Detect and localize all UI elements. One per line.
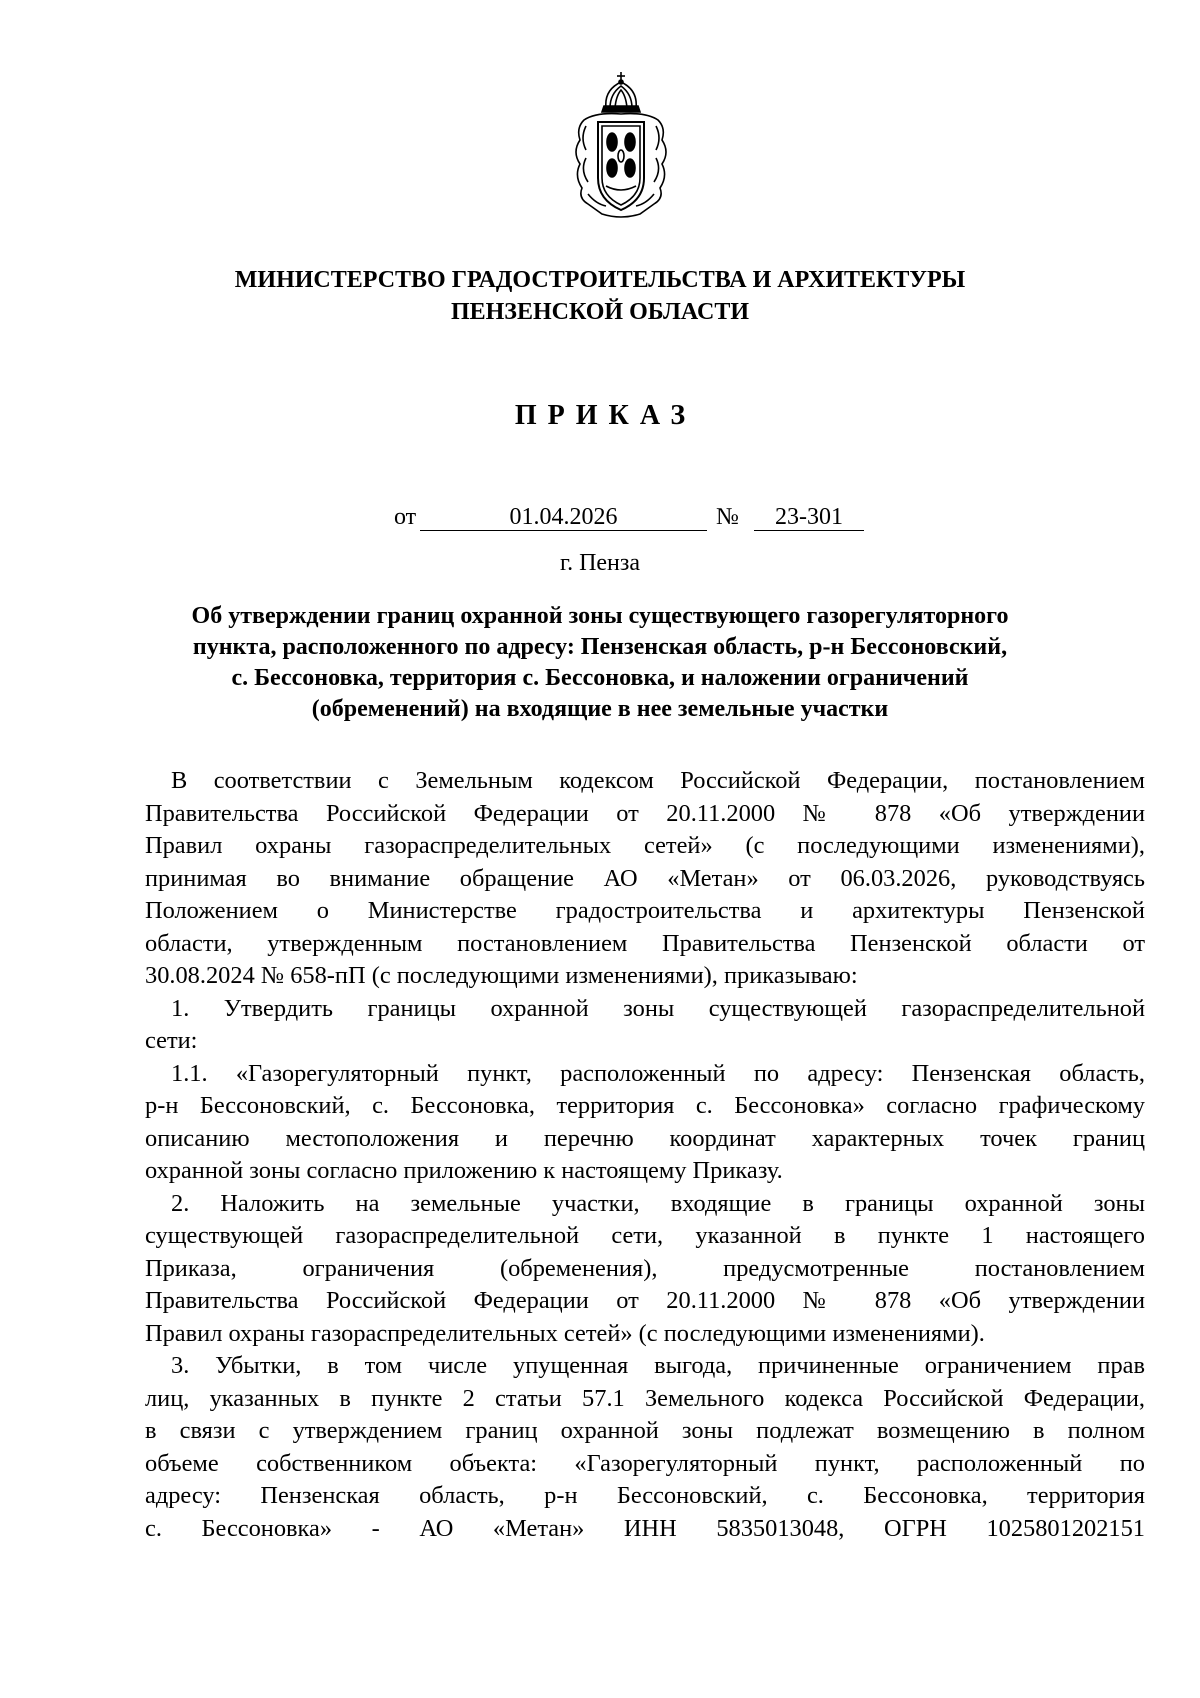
subject-line: с. Бессоновка, территория с. Бессоновка, и наложении ограничений: [231, 665, 969, 691]
text-line: 1. Утвердить границы охранной зоны существующей газораспределительной: [171, 994, 1145, 1022]
document-subject: [130, 601, 1070, 725]
subject-line: (обременений) на входящие в нее земельные участки: [311, 696, 889, 722]
number-sign-label: №: [716, 504, 739, 530]
coat-of-arms-emblem: [566, 68, 676, 222]
document-body: [145, 765, 1145, 1545]
text-line: принимая во внимание обращение АО «Метан» от 06.03.2026, руководствуясь: [145, 864, 1145, 892]
subject-line: пункта, расположенного по адресу: Пензенская область, р-н Бессоновский,: [192, 634, 1008, 660]
ministry-title: [0, 264, 1200, 328]
text-line: Правительства Российской Федерации от 20.11.2000 № 878 «Об утверждении: [145, 799, 1145, 827]
preamble-paragraph: [145, 765, 1145, 993]
text-line: 2. Наложить на земельные участки, входящие в границы охранной зоны: [171, 1189, 1145, 1217]
text-line: Приказа, ограничения (обременения), предусмотренные постановлением: [145, 1254, 1145, 1282]
document-number: 23-301: [754, 503, 864, 531]
ministry-title-line2: ПЕНЗЕНСКОЙ ОБЛАСТИ: [450, 299, 750, 325]
text-line: Правительства Российской Федерации от 20.11.2000 № 878 «Об утверждении: [145, 1287, 1145, 1314]
text-line: р-н Бессоновский, с. Бессоновка, территория с. Бессоновка» согласно графическому: [145, 1092, 1145, 1119]
clause-1-paragraph: [145, 993, 1145, 1058]
text-line: В соответствии с Земельным кодексом Российской Федерации, постановлением: [171, 767, 1145, 794]
clause-3-paragraph: [145, 1350, 1145, 1545]
text-line: Правил охраны газораспределительных сетей» (с последующими изменениями),: [145, 832, 1145, 859]
date-prefix-label: от: [394, 504, 417, 530]
document-type-heading: ПРИКАЗ: [514, 400, 697, 431]
subject-line: Об утверждении границ охранной зоны существующего газорегуляторного: [191, 603, 1009, 629]
text-line: Правил охраны газораспределительных сетей» (с последующими изменениями).: [145, 1319, 985, 1347]
text-line: существующей газораспределительной сети, указанной в пункте 1 настоящего: [145, 1222, 1145, 1249]
text-line: с. Бессоновка» - АО «Метан» ИНН 5835013048, ОГРН 1025801202151: [145, 1514, 1145, 1542]
text-line: в связи с утверждением границ охранной зоны подлежат возмещению в полном: [145, 1417, 1145, 1444]
text-line: описанию местоположения и перечню координат характерных точек границ: [145, 1124, 1145, 1152]
clause-2-paragraph: [145, 1188, 1145, 1351]
clause-1-1-paragraph: [145, 1058, 1145, 1188]
text-line: адресу: Пензенская область, р-н Бессоновский, с. Бессоновка, территория: [145, 1482, 1145, 1509]
text-line: Положением о Министерстве градостроительства и архитектуры Пензенской: [145, 897, 1145, 924]
text-line: области, утвержденным постановлением Правительства Пензенской области от: [145, 929, 1145, 957]
text-line: объеме собственником объекта: «Газорегуляторный пункт, расположенный по: [145, 1449, 1145, 1477]
text-line: лиц, указанных в пункте 2 статьи 57.1 Земельного кодекса Российской Федерации,: [145, 1384, 1145, 1412]
text-line: сети:: [145, 1027, 198, 1054]
text-line: 3. Убытки, в том числе упущенная выгода, причиненные ограничением прав: [171, 1352, 1145, 1379]
ministry-title-line1: МИНИСТЕРСТВО ГРАДОСТРОИТЕЛЬСТВА И АРХИТЕКТУРЫ: [234, 267, 966, 293]
text-line: 1.1. «Газорегуляторный пункт, расположенный по адресу: Пензенская область,: [171, 1059, 1145, 1087]
text-line: 30.08.2024 № 658-пП (с последующими изменениями), приказываю:: [145, 962, 858, 989]
city-line: г. Пенза: [559, 550, 641, 576]
text-line: охранной зоны согласно приложению к настоящему Приказу.: [145, 1157, 783, 1184]
document-date: 01.04.2026: [420, 503, 707, 531]
